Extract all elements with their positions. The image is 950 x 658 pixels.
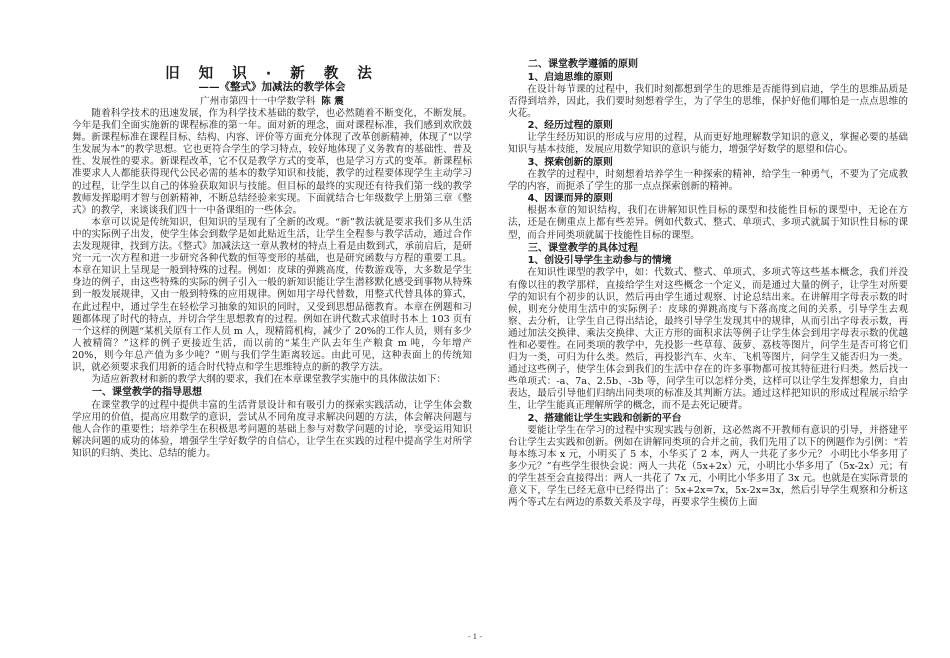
paragraph: 本章可以说是传统知识，但知识的呈现有了全新的改观。“新”教法就是要求我们多从生活中的实际例子出发，使学生体会到数学是如此贴近生活，让学生全程参与教学活动，通过合作去发现规律，找到方法。《整式》加减法这一章从教材的特点上看是由数到式，承前启后，是研究一元一次方程和进一步研究各种代数的恒等变形的基础，也是研究函数与方程的重要工具。本章在知识上呈现是一般到特殊的过程。例如：皮球的弹跳高度，传数游戏等，大多数是学生身边的例子，由这些特殊的实际的例子引入一般的新知识能让学生潜移默化感受到事物从特殊到一般发展规律，又由一般到特殊的应用规律。例如用字母代替数，用整式代替具体的算式，在此过程中，通过学生在轻松学习抽象的知识的同时，又受到思想品德教育。本章在例题和习题都体现了时代的特点，并切合学生思想教育的过程。例如在讲代数式求值时书本上 103 页有一个这样的例题“某机关原有工作人员 m 人，现精简机构，减少了 20%的工作人员，则有多少人被精简？”这样的例子更接近生活，而以前的“某生产队去年生产粮食 m 吨，今年增产 20%，则今年总产值为多少吨？”则与我们学生距离较远。由此可见，这种表面上的传统知识，就必须要求我们用新的适合时代特点和学生思维特点的新的教学方法。 bbox=[72, 216, 472, 373]
section-heading: 三、课堂教学的具体过程 bbox=[528, 242, 638, 254]
section-heading: 1、创设引导学生主动参与的情境 bbox=[527, 255, 672, 267]
author-affiliation: 广州市第四十一中学数学科 bbox=[200, 96, 316, 107]
author-line bbox=[72, 93, 472, 107]
section-heading: 3、探索创新的原则 bbox=[527, 156, 613, 168]
paragraph: 在课堂教学的过程中提供丰富的生活背景设计和有吸引力的探索实践活动，让学生体会数学应用的价值，提高应用数学的意识，尝试从不同角度寻求解决问题的方法，体会解决问题与他人合作的重要性；培养学生在积极思考问题的基础上参与对数学问题的讨论，享受运用知识解决问题的成功的体验，增强学生学好数学的自信心，让学生在实践的过程中提高学生对所学知识的归纳、类比、总结的能力。 bbox=[72, 399, 472, 460]
paragraph: 让学生经历知识的形成与应用的过程，从而更好地理解数学知识的意义，掌握必要的基础知识与基本技能，发展应用数学知识的意识与能力，增强学好数学的愿望和信心。 bbox=[508, 132, 908, 156]
section-heading: 二、课堂教学遵循的原则 bbox=[528, 59, 638, 70]
section-heading: 2、经历过程的原则 bbox=[527, 120, 613, 132]
page-number: - 1 - bbox=[468, 633, 482, 641]
section-heading: 1、启迪思维的原则 bbox=[527, 71, 613, 83]
section-heading: 一、课堂教学的指导思想 bbox=[92, 387, 202, 399]
paragraph: 随着科学技术的迅速发展，作为科学技术基础的数学，也必然随着不断变化，不断发展。今年是我们全面实施新的课程标准的第一年。面对新的理念，面对课程标准，我们感到欢欣鼓舞。新课程标准在课程目标、结构、内容、评价等方面充分体现了改革创新精神，体现了“以学生发展为本”的教学思想。它也更符合学生的学习特点，较好地体现了义务教育的基础性、普及性、发展性的要求。新课程改革，它不仅是教学方式的变革，也是学习方式的变革。新课程标准要求人人都能获得现代公民必需的基本的数学知识和技能，教学的过程要体现学生主动学习的过程，让学生以自己的体验获取知识与技能。但目标的最终的实现还有待我们第一线的教学教师发挥聪明才智与创新精神，不断总结经验来实现。下面就结合七年级数学上册第三章《整式》的教学，来谈谈我们四十一中备课组的一些体会。 bbox=[72, 108, 472, 216]
article-title: 旧 知 识 · 新 教 法 bbox=[165, 66, 379, 82]
paragraph: 为适应新教材和新的教学大纲的要求，我们在本章课堂教学实施中的具体做法如下： bbox=[91, 374, 447, 386]
article-subtitle: ——《整式》加减法的教学体会 bbox=[198, 81, 346, 93]
section-heading: 4、因课而异的原则 bbox=[527, 193, 613, 205]
author-name: 陈 震 bbox=[321, 96, 344, 107]
paragraph: 在知识性课型的教学中，如：代数式、整式、单项式、多项式等这些基本概念，我们并没有像以往的教学那样，直接给学生对这些概念一个定义，而是通过大量的例子，让学生对所要学的知识有个初步的认识，然后再由学生通过观察、讨论总结出来。在讲解用字母表示数的时候，则充分使用生活中的实际例子：皮球的弹跳高度与下落高度之间的关系，引导学生去观察、去分析，让学生自己得出结论，最终引导学生发现其中的规律，从而引出字母表示数，再通过加法交换律、乘法交换律、大正方形的面积求法等例子让学生体会到用字母表示数的优越性和必要性。在同类项的教学中，先投影一些草莓、菠萝、荔枝等图片，问学生是否可将它们归为一类，可归为什么类。然后，再投影汽车、火车、飞机等图片，问学生又能否归为一类。通过这些例子，使学生体会到我们的生活中存在的许多事物都可按其特征进行归类。然后找一些单项式：-a、7a、2.5b、-3b 等，问学生可以怎样分类，这样可以让学生发挥想象力，自由表达，最后引导他们归纳出同类项的标准及其判断方法。通过这样把知识的形成过程展示给学生，让学生能真正理解所学的概念，而不是去死记硬背。 bbox=[508, 267, 908, 412]
paragraph: 要能让学生在学习的过程中实现实践与创新，这必然离不开教师有意识的引导，并搭建平台让学生去实践和创新。例如在讲解同类项的合并之前，我们先用了以下的例题作为引例：“若每本练习本 x 元，小明买了 5 本，小华买了 2 本，两人一共花了多少元？ 小明比小华多用了多少元？”有些学生很快会说：两人一共花（5x+2x）元，小明比小华多用了（5x-2x）元；有的学生甚至会直接得出：两人一共花了 7x 元，小明比小华多用了 3x 元。也就是在实际背景的意义下，学生已经无意中已经得出了：5x+2x=7x，5x-2x=3x，然后引导学生观察和分析这两个等式左右两边的系数关系及字母，再要求学生模仿上面 bbox=[508, 424, 908, 509]
paragraph: 在教学的过程中，时刻想着培养学生一种探索的精神，给学生一种勇气，不要为了完成教学的内容，而扼杀了学生的那一点点探索创新的精神。 bbox=[508, 168, 908, 192]
left-column bbox=[72, 108, 472, 460]
section-heading: 2、搭建能让学生实践和创新的平台 bbox=[527, 412, 682, 424]
paragraph: 在设计每节课的过程中，我们时刻都想到学生的思维是否能得到启迪，学生的思维品质是否得到培养，因此，我们要时刻想着学生，为了学生的思维，保护好他们哪怕是一点点思维的火花。 bbox=[508, 83, 908, 119]
right-column bbox=[508, 58, 908, 510]
paragraph: 根据本章的知识结构，我们在讲解知识性目标的课型和技能性目标的课型中，无论在方法，还是在侧重点上都有些差异。例如代数式、整式、单项式、多项式就属于知识性目标的课型，而合并同类项就属于技能性目标的课型。 bbox=[508, 205, 908, 241]
